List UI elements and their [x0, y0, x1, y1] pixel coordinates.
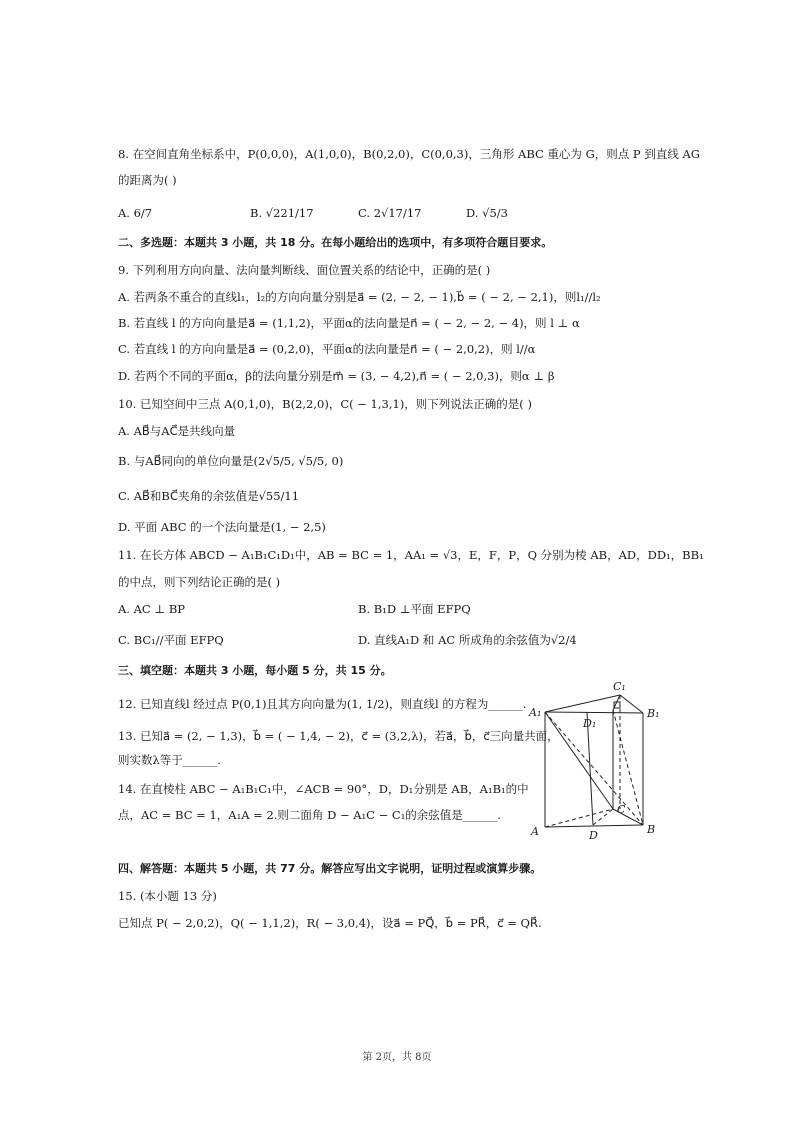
label-a: A	[531, 825, 539, 838]
q11-option-c: C. BC₁//平面 EFPQ	[118, 633, 224, 647]
label-b: B	[647, 823, 656, 836]
q13-stem-line2: 则实数λ等于______.	[118, 753, 221, 767]
q9-stem: 9. 下列利用方向向量、法向量判断线、面位置关系的结论中，正确的是( )	[118, 263, 491, 277]
q11-option-d: D. 直线A₁D 和 AC 所成角的余弦值为√2/4	[358, 633, 577, 647]
q8-option-d: D. √5/3	[466, 206, 508, 220]
label-d1: D₁	[583, 717, 597, 730]
page-footer: 第 2页，共 8页	[362, 1052, 432, 1063]
q8-option-b: B. √221/17	[250, 206, 314, 220]
q9-option-b: B. 若直线 l 的方向向量是a⃗ = (1,1,2)，平面α的法向量是n⃗ = ( − 2, − 2, − 4)，则 l ⊥ α	[118, 316, 580, 330]
q9-option-d: D. 若两个不同的平面α，β的法向量分别是m⃗ = (3, − 4,2),n⃗ = ( − 2,0,3)，则α ⊥ β	[118, 369, 555, 383]
section-3-heading: 三、填空题：本题共 3 小题，每小题 5 分，共 15 分。	[118, 664, 392, 677]
section-2-heading: 二、多选题：本题共 3 小题，共 18 分。在每小题给出的选项中，有多项符合题目要求。	[118, 236, 553, 249]
prism-figure	[525, 675, 675, 845]
q10-option-a: A. AB⃗与AC⃗是共线向量	[118, 424, 236, 438]
edge-a1-c	[545, 712, 613, 809]
q8-stem-line1: 8. 在空间直角坐标系中，P(0,0,0)，A(1,0,0)，B(0,2,0)，C(0,0,3)，三角形 ABC 重心为 G，则点 P 到直线 AG	[118, 147, 700, 161]
q14-stem-line2: 点，AC = BC = 1，A₁A = 2.则二面角 D − A₁C − C₁的余弦值是______.	[118, 808, 501, 822]
edge-a1-c1	[545, 695, 620, 712]
label-b1: B₁	[647, 707, 660, 720]
edge-d-c-hidden	[593, 809, 613, 825]
q11-stem-line2: 的中点，则下列结论正确的是( )	[118, 575, 281, 589]
label-a1: A₁	[529, 706, 542, 719]
edge-c1-b1	[620, 695, 643, 713]
q12-stem: 12. 已知直线l 经过点 P(0,1)且其方向向量为(1, 1/2)，则直线l 的方程为______.	[118, 697, 527, 711]
edge-a-c-hidden	[545, 809, 613, 827]
q10-option-c: C. AB⃗和BC⃗夹角的余弦值是√55/11	[118, 489, 300, 503]
q10-option-b: B. 与AB⃗同向的单位向量是(2√5/5, √5/5, 0)	[118, 454, 344, 468]
edge-a-b	[545, 825, 643, 827]
label-c: C	[617, 803, 626, 816]
label-c1: C₁	[613, 680, 626, 693]
q11-option-a: A. AC ⊥ BP	[118, 602, 186, 616]
q15-heading: 15. (本小题 13 分)	[118, 889, 217, 903]
q14-stem-line1: 14. 在直棱柱 ABC − A₁B₁C₁中，∠ACB = 90°，D，D₁分别是 AB，A₁B₁的中	[118, 782, 529, 796]
q10-option-d: D. 平面 ABC 的一个法向量是(1, − 2,5)	[118, 520, 326, 534]
q9-option-a: A. 若两条不重合的直线l₁，l₂的方向向量分别是a⃗ = (2, − 2, − 1),b⃗ = ( − 2, − 2,1)，则l₁//l₂	[118, 290, 601, 304]
label-d: D	[589, 829, 598, 842]
q11-option-b: B. B₁D ⊥平面 EFPQ	[358, 602, 471, 616]
q15-body: 已知点 P( − 2,0,2)，Q( − 1,1,2)，R( − 3,0,4)，设a⃗ = PQ⃗，b⃗ = PR⃗，c⃗ = QR⃗.	[118, 916, 542, 930]
q8-option-a: A. 6/7	[118, 206, 153, 220]
q9-option-c: C. 若直线 l 的方向向量是a⃗ = (0,2,0)，平面α的法向量是n⃗ = ( − 2,0,2)，则 l//α	[118, 342, 536, 356]
section-4-heading: 四、解答题：本题共 5 小题，共 77 分。解答应写出文字说明，证明过程或演算步骤。	[118, 862, 542, 875]
q13-stem-line1: 13. 已知a⃗ = (2, − 1,3)，b⃗ = ( − 1,4, − 2)，c⃗ = (3,2,λ)，若a⃗，b⃗，c⃗三向量共面，	[118, 729, 559, 743]
q8-option-c: C. 2√17/17	[358, 206, 422, 220]
q11-stem-line1: 11. 在长方体 ABCD − A₁B₁C₁D₁中，AB = BC = 1，AA₁ = √3，E，F，P，Q 分别为棱 AB，AD，DD₁，BB₁	[118, 548, 704, 562]
q10-stem: 10. 已知空间中三点 A(0,1,0)，B(2,2,0)，C( − 1,3,1)，则下列说法正确的是( )	[118, 397, 532, 411]
edge-a1-b1	[545, 712, 643, 713]
q8-stem-line2: 的距离为( )	[118, 173, 177, 187]
